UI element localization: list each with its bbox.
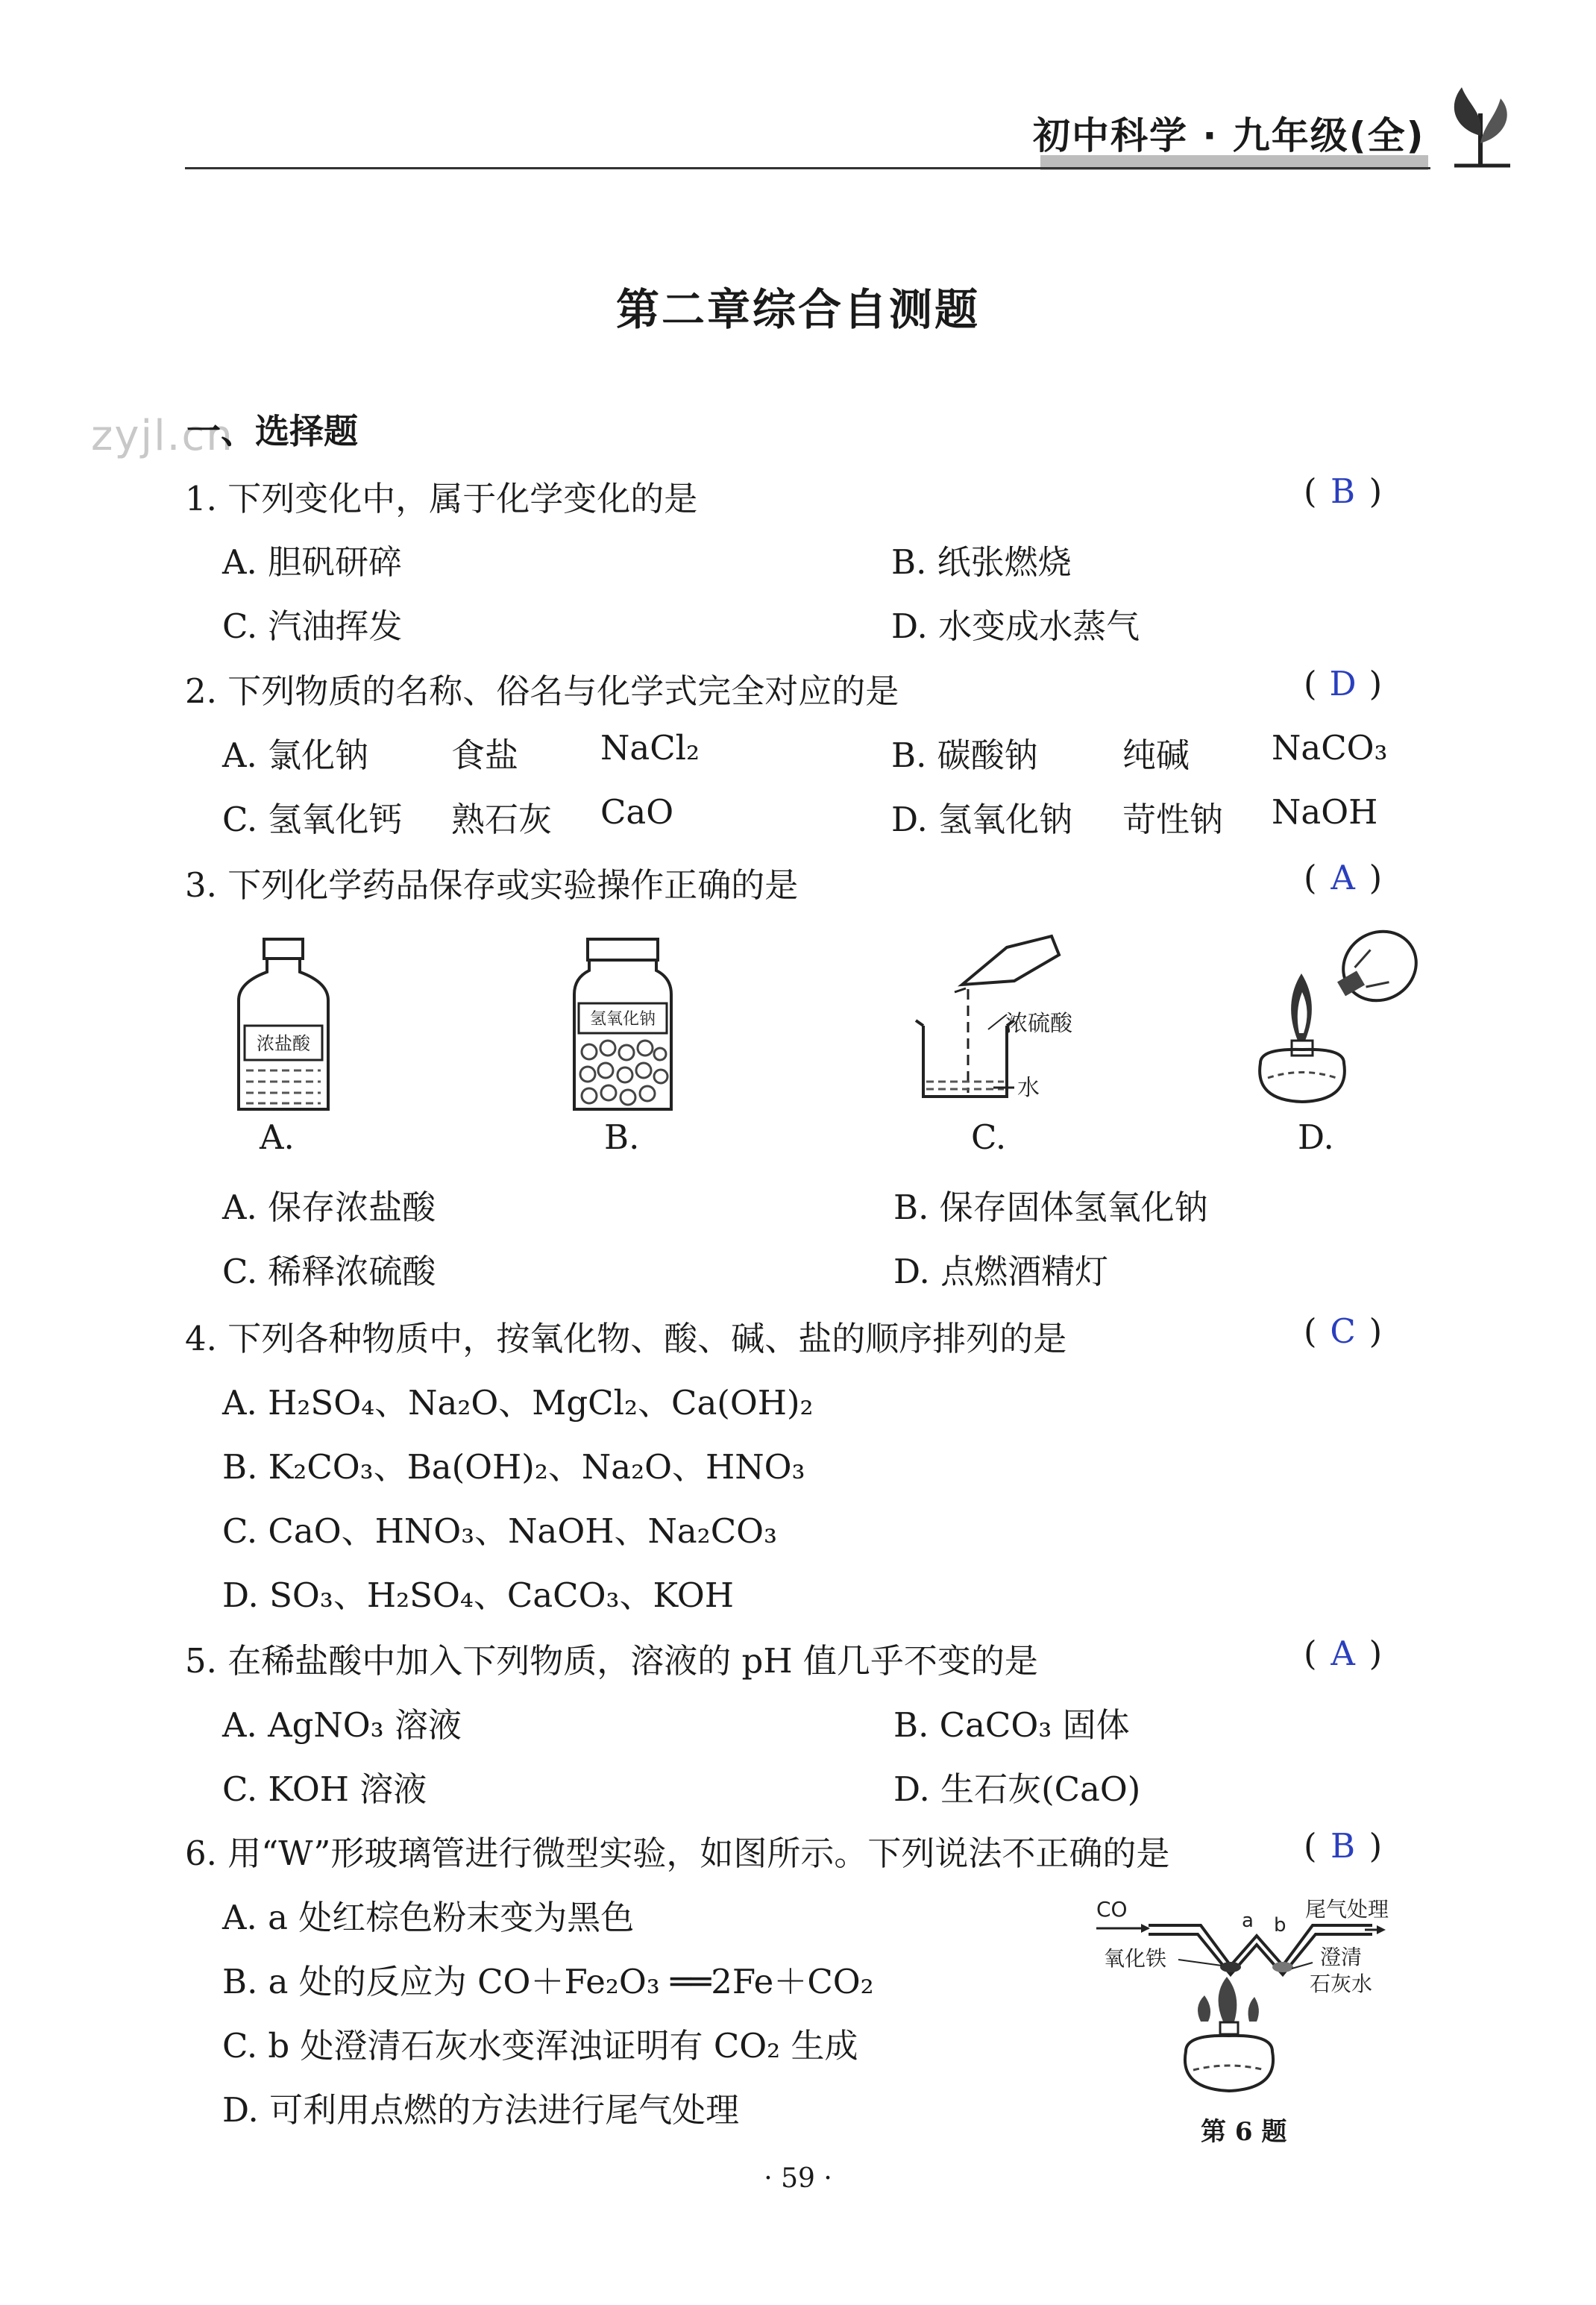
question-2-option-c-common: 熟石灰 (451, 800, 553, 839)
question-2-option-a-common: 食盐 (451, 736, 519, 775)
question-5-option-d: D. 生石灰(CaO) (893, 1769, 1141, 1809)
question-2-option-b-name: B. 碳酸钠 (891, 736, 1038, 775)
header-title: 初中科学 · 九年级(全) (1033, 114, 1425, 157)
beaker-acid-label: 浓硫酸 (1005, 1011, 1072, 1037)
figure-label-c: C. (971, 1117, 1007, 1157)
question-2-option-d-common: 苛性钠 (1122, 800, 1224, 839)
w-tube-limewater-label-1: 澄清 (1320, 1945, 1363, 1969)
question-4-option-b: B. K₂CO₃、Ba(OH)₂、Na₂O、HNO₃ (222, 1447, 805, 1487)
question-2-option-b-formula: NaCO₃ (1272, 728, 1388, 768)
w-tube-limewater-label-2: 石灰水 (1310, 1972, 1373, 1996)
question-1-answer: ( B ) (1304, 471, 1383, 511)
question-1-option-a: A. 胆矾研碎 (222, 542, 403, 582)
question-6-option-a: A. a 处红棕色粉末变为黑色 (222, 1898, 635, 1937)
question-5-stem: 5. 在稀盐酸中加入下列物质，溶液的 pH 值几乎不变的是 (185, 1641, 1038, 1681)
question-3-option-c: C. 稀释浓硫酸 (222, 1252, 436, 1291)
alcohol-lamp-figure (1231, 921, 1424, 1108)
bottle-hydrochloric-acid-figure (231, 936, 336, 1115)
question-4-option-d: D. SO₃、H₂SO₄、CaCO₃、KOH (222, 1575, 735, 1615)
figure-label-b: B. (604, 1117, 640, 1157)
question-2-option-c-formula: CaO (600, 792, 674, 832)
question-2-option-d-formula: NaOH (1272, 792, 1378, 832)
question-4-answer: ( C ) (1304, 1311, 1383, 1351)
question-6-stem: 6. 用“W”形玻璃管进行微型实验，如图所示。下列说法不正确的是 (185, 1834, 1170, 1873)
question-3-option-b: B. 保存固体氢氧化钠 (893, 1188, 1208, 1227)
page-number: · 59 · (764, 2163, 832, 2194)
section-heading: 一、选择题 (186, 411, 358, 451)
question-3-option-a: A. 保存浓盐酸 (222, 1188, 436, 1227)
question-2-option-d-name: D. 氢氧化钠 (891, 800, 1073, 839)
question-4-stem: 4. 下列各种物质中，按氧化物、酸、碱、盐的顺序排列的是 (185, 1319, 1067, 1358)
question-4-option-a: A. H₂SO₄、Na₂O、MgCl₂、Ca(OH)₂ (222, 1383, 814, 1423)
question-6-option-b: B. a 处的反应为 CO＋Fe₂O₃ ══2Fe＋CO₂ (222, 1962, 874, 2001)
page-title: 第二章综合自测题 (615, 284, 980, 335)
question-2-option-a-formula: NaCl₂ (600, 728, 700, 768)
question-2-option-c-name: C. 氢氧化钙 (222, 800, 403, 839)
question-4-option-c: C. CaO、HNO₃、NaOH、Na₂CO₃ (222, 1511, 778, 1551)
question-6-option-d: D. 可利用点燃的方法进行尾气处理 (222, 2090, 740, 2130)
figure-label-d: D. (1298, 1117, 1334, 1157)
figure-label-a: A. (260, 1117, 295, 1157)
question-5-option-c: C. KOH 溶液 (222, 1769, 427, 1809)
w-tube-iron-oxide-label: 氧化铁 (1104, 1946, 1167, 1971)
question-1-option-c: C. 汽油挥发 (222, 606, 403, 646)
question-2-stem: 2. 下列物质的名称、俗名与化学式完全对应的是 (185, 671, 899, 711)
question-3-option-d: D. 点燃酒精灯 (893, 1252, 1109, 1291)
question-5-option-a: A. AgNO₃ 溶液 (222, 1705, 462, 1745)
question-2-option-a-name: A. 氯化钠 (222, 736, 369, 775)
w-tube-experiment-figure (1089, 1891, 1417, 2107)
watermark: zyjl.cn (91, 412, 234, 460)
question-5-answer: ( A ) (1304, 1634, 1383, 1673)
question-1-option-b: B. 纸张燃烧 (891, 542, 1072, 582)
header-rule (185, 167, 1430, 169)
question-3-stem: 3. 下列化学药品保存或实验操作正确的是 (185, 865, 799, 905)
question-2-answer: ( D ) (1304, 664, 1383, 703)
question-1-stem: 1. 下列变化中，属于化学变化的是 (185, 479, 698, 518)
question-1-option-d: D. 水变成水蒸气 (891, 606, 1140, 646)
w-tube-a-label: a (1242, 1910, 1254, 1932)
leaf-logo-icon (1439, 84, 1521, 173)
w-tube-tail-label: 尾气处理 (1305, 1897, 1389, 1922)
bottle-sodium-hydroxide-figure (567, 936, 679, 1115)
bottle-b-label: 氢氧化钠 (589, 1010, 656, 1029)
question-2-option-b-common: 纯碱 (1122, 736, 1190, 775)
beaker-water-label: 水 (1017, 1075, 1040, 1101)
question-6-answer: ( B ) (1304, 1826, 1383, 1866)
bottle-a-label: 浓盐酸 (257, 1033, 310, 1054)
question-5-option-b: B. CaCO₃ 固体 (893, 1705, 1130, 1745)
beaker-dilution-figure (910, 932, 1119, 1111)
figure-6-caption: 第 6 题 (1201, 2117, 1287, 2147)
w-tube-b-label: b (1274, 1914, 1286, 1936)
question-3-answer: ( A ) (1304, 858, 1383, 897)
question-6-option-c: C. b 处澄清石灰水变浑浊证明有 CO₂ 生成 (222, 2026, 858, 2066)
w-tube-co-label: CO (1096, 1897, 1128, 1922)
